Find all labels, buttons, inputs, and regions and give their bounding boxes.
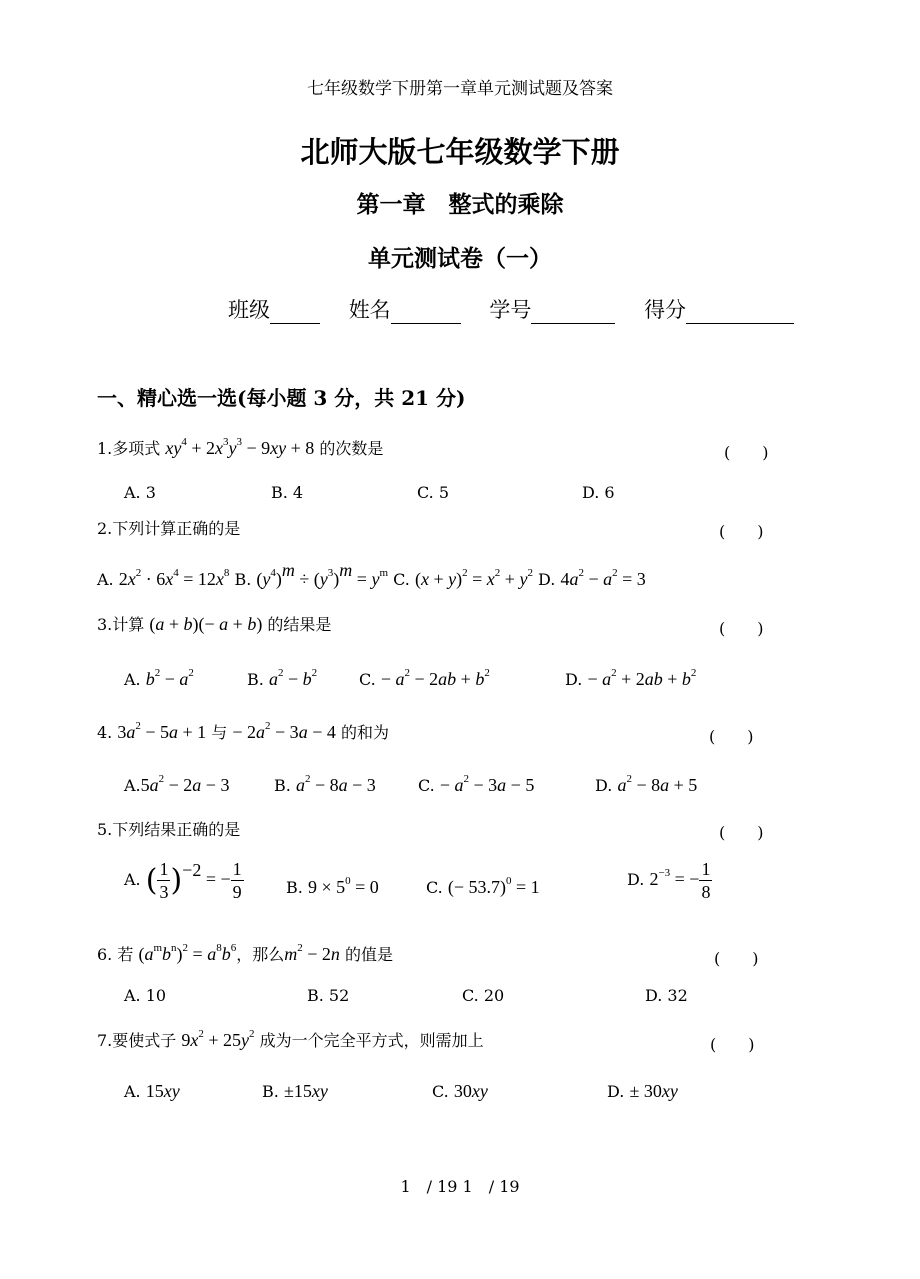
q6-option-a[interactable]: A. 10 [124, 986, 167, 1005]
answer-paren-1[interactable]: ( ) [724, 443, 769, 462]
q3-option-d[interactable]: D. − $a^2 + 2ab + b^2$ [565, 667, 697, 689]
section-heading: 一、精心选一选(每小题 3 分，共 21 分) [97, 386, 466, 410]
answer-paren-6[interactable]: ( ) [714, 949, 759, 968]
q2-option-d[interactable]: D. [538, 570, 556, 589]
q5-option-c[interactable]: C. (− 53.7)$^0$ = 1 [426, 875, 540, 897]
q2-option-b[interactable]: B. [234, 570, 252, 589]
q7-option-a[interactable]: A. 15xy [124, 1081, 180, 1101]
q7-option-b[interactable]: B. ±15xy [262, 1081, 328, 1101]
q4-option-d[interactable]: D. $a^2 - 8a + 5$ [595, 773, 698, 795]
info-row [228, 294, 794, 324]
q4-option-b[interactable]: B. $a^2 - 8a - 3$ [274, 773, 376, 795]
q6-option-c[interactable]: C. 20 [462, 986, 505, 1005]
answer-paren-4[interactable]: ( ) [709, 727, 754, 746]
q5-option-a[interactable]: A. ( $\frac{1}{3}$ )$^{-2}$ = − $\frac{1}{9}$ [124, 859, 242, 902]
page-footer: 1 / 19 1 / 19 [400, 1177, 520, 1196]
q3-option-a[interactable]: A. $b^2 - a^2$ [124, 667, 194, 689]
q5-option-d[interactable]: D. $2^{-3}$ = − $\frac{1}{8}$ [627, 859, 711, 902]
question-6: 6. 若 $(a^mb^n)^2 = a^8b^6$，那么$m^2 - 2n$ 的值是 [97, 942, 393, 964]
q2-options: A. $2x^2 \cdot 6x^4 = 12x^8$ B. $(y^4)^m \div (y^3)^m = y^m$ C. $(x + y)^2 = x^2 + y^2$ D. $4a^2 - a^2 = 3$ [97, 560, 646, 589]
page-header: 七年级数学下册第一章单元测试题及答案 [307, 79, 613, 99]
q6-option-b[interactable]: B. 52 [307, 986, 350, 1005]
answer-paren-5[interactable]: ( ) [719, 823, 764, 842]
q1-option-b[interactable]: B. 4 [271, 483, 304, 502]
q7-option-c[interactable]: C. 30xy [432, 1081, 488, 1101]
q3-option-c[interactable]: C. − $a^2 - 2ab + b^2$ [359, 667, 490, 689]
q6-option-d[interactable]: D. 32 [645, 986, 688, 1005]
class-label: 班级 [228, 298, 270, 322]
q2-option-a[interactable]: A. [97, 570, 114, 589]
question-2: 2.下列计算正确的是 [97, 519, 241, 538]
name-label: 姓名 [348, 298, 391, 322]
q1-option-a[interactable]: A. 3 [124, 483, 156, 502]
answer-paren-2[interactable]: ( ) [719, 522, 764, 541]
question-7: 7.要使式子 $9x^2 + 25y^2$ 成为一个完全平方式，则需加上 [97, 1028, 484, 1050]
answer-paren-3[interactable]: ( ) [719, 619, 764, 638]
question-5: 5.下列结果正确的是 [97, 820, 241, 839]
score-label: 得分 [644, 298, 687, 322]
question-1: 1.多项式 $xy^4 + 2x^3y^3 - 9xy + 8$ 的次数是 [97, 436, 384, 458]
answer-paren-7[interactable]: ( ) [710, 1035, 755, 1054]
question-4: 4. $3a^2 - 5a + 1$ 与 − $2a^2 - 3a - 4$ 的和为 [97, 720, 389, 742]
q4-option-c[interactable]: C. − $a^2 - 3a - 5$ [418, 773, 535, 795]
test-title: 单元测试卷（一） [368, 246, 552, 272]
q7-option-d[interactable]: D. ± 30xy [607, 1081, 678, 1101]
q1-option-c[interactable]: C. 5 [417, 483, 450, 502]
question-3: 3.计算 (a + b)(− a + b) 的结果是 [97, 614, 332, 634]
name-blank[interactable] [391, 301, 461, 324]
q2-option-c[interactable]: C. [393, 570, 410, 589]
q1-option-d[interactable]: D. 6 [582, 483, 615, 502]
class-blank[interactable] [270, 301, 320, 324]
score-blank[interactable] [686, 301, 794, 324]
q4-option-a[interactable]: $A.5a^2 - 2a - 3$ [124, 773, 230, 795]
main-title: 北师大版七年级数学下册 [300, 135, 620, 169]
id-label: 学号 [489, 298, 532, 322]
q5-option-b[interactable]: B. $9 \times 5^0 = 0$ [286, 875, 379, 897]
id-blank[interactable] [531, 301, 615, 324]
chapter-title: 第一章 整式的乘除 [356, 192, 564, 218]
q3-option-b[interactable]: B. $a^2 - b^2$ [247, 667, 318, 689]
